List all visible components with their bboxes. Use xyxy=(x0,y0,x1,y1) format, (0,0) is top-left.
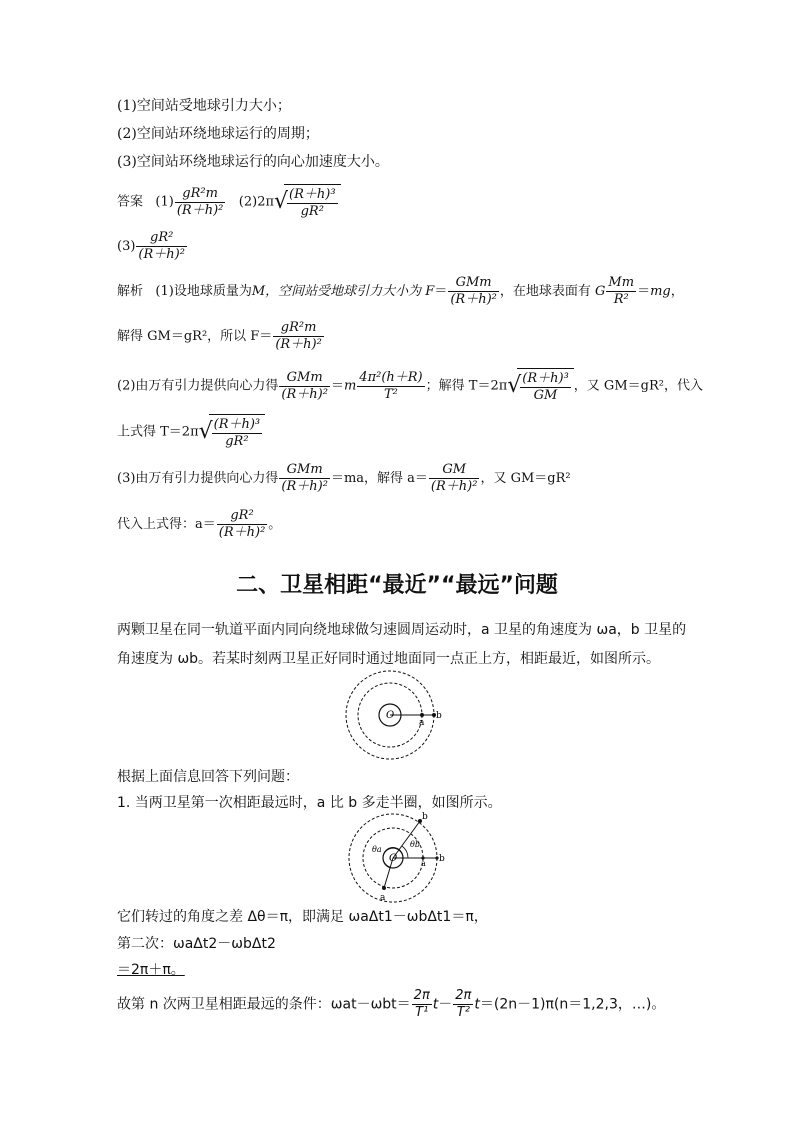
answer-label: 答案 xyxy=(117,194,144,210)
answer-part-3: (3) xyxy=(117,239,136,254)
analysis-line-5 xyxy=(117,462,571,495)
analysis-line-3: (2)由万有引力提供向心力得 $\frac{\text{GMm}}{\text{(R＋h)²}}$ ＝m $\frac{\text{4π²(h＋R)}}{\text{T²}}$ ；解得 T＝2π √ $\frac{\text{(R＋h)³}}{GM}$ ，又 GM＝gR²，代入 xyxy=(117,369,703,403)
angle-difference: 它们转过的角度之差 Δθ＝π，即满足 ωaΔt1－ωbΔt1＝π， xyxy=(117,909,488,925)
text: ；解得 T＝2π xyxy=(425,378,508,394)
answer-line xyxy=(117,184,341,220)
orbit-figure-2 xyxy=(348,812,448,904)
text: ，又 GM＝gR²，代入 xyxy=(573,378,703,394)
orbit-figure-1 xyxy=(345,670,445,762)
second-time: 第二次：ωaΔt2－ωbΔt2 xyxy=(117,936,276,952)
analysis-line-6: 代入上式得：a＝ $\frac{\text{gR²}}{\text{(R＋h)²}}$ 。 xyxy=(117,508,282,540)
section-intro: 两颗卫星在同一轨道平面内同向绕地球做匀速圆周运动时，a 卫星的角速度为 ωa，b 卫星的角速度为 ωb。若某时刻两卫星正好同时通过地面同一点正上方，相距最近，如图所示。 xyxy=(117,622,687,667)
fraction: $\frac{\text{gR²}}{\text{(R＋h)²}}$ xyxy=(138,230,185,262)
fraction: $\frac{\text{gR²m}}{\text{(R＋h)²}}$ xyxy=(275,320,322,352)
fraction: $\frac{\text{GMm}}{\text{(R＋h)²}}$ xyxy=(281,462,328,494)
question-1: (1)空间站受地球引力大小； xyxy=(117,98,291,114)
label-a: a xyxy=(421,859,426,868)
text: ＝ma，解得 a＝ xyxy=(330,471,428,486)
label-O: O xyxy=(386,710,395,721)
label-O: O xyxy=(389,853,398,864)
section-title: 二、卫星相距“最近”“最远”问题 xyxy=(236,573,558,598)
label-b: b xyxy=(436,711,442,721)
fraction: $\frac{\text{GMm}}{\text{(R＋h)²}}$ xyxy=(450,275,497,307)
second-time-value: ＝2π＋π。 xyxy=(117,962,185,978)
answer-part-1: (1) xyxy=(155,194,174,210)
analysis-line-4 xyxy=(117,414,265,450)
fraction: $\frac{2\pi}{\text{T²}}$ xyxy=(455,988,472,1020)
fraction: $\frac{GM}{\text{(R＋h)²}}$ xyxy=(430,462,478,494)
satellite-a xyxy=(382,886,386,890)
sqrt: √ $\frac{\text{(R＋h)³}}{\text{gR²}}$ xyxy=(274,184,341,220)
analysis-line-2 xyxy=(117,320,325,353)
question-3: (3)空间站环绕地球运行的向心加速度大小。 xyxy=(117,154,389,170)
analysis-line-1: 解析 (1)设地球质量为M，空间站受地球引力大小为 F＝ $\frac{\text{GMm}}{\text{(R＋h)²}}$ ，在地球表面有 G $\frac{Mm}{\text{R²}}$ ＝mg， xyxy=(117,275,684,307)
sqrt: √ $\frac{\text{(R＋h)³}}{GM}$ xyxy=(507,368,574,404)
text: 故第 n 次两卫星相距最远的条件：ωat－ωbt＝ xyxy=(117,996,411,1013)
text: (1)设地球质量为 xyxy=(155,284,252,299)
text: ，又 GM＝gR² xyxy=(480,471,571,486)
fraction: $\frac{\text{gR²}}{\text{(R＋h)²}}$ xyxy=(218,508,266,540)
fraction: $\frac{Mm}{\text{R²}}$ xyxy=(608,275,635,307)
label-b: b xyxy=(439,854,445,864)
text: (3)由万有引力提供向心力得 xyxy=(117,471,279,486)
satellite-a xyxy=(420,713,424,717)
item-1: 1. 当两卫星第一次相距最远时，a 比 b 多走半圈，如图所示。 xyxy=(117,795,502,811)
text: 上式得 T＝2π xyxy=(117,424,199,440)
nth-condition: 故第 n 次两卫星相距最远的条件：ωat－ωbt＝ $\frac{2\pi}{\text{T¹}}$ t－ $\frac{2\pi}{\text{T²}}$ t＝(2n－1)π(n＝1,2,3，…)。 xyxy=(117,988,666,1020)
analysis-label: 解析 xyxy=(117,284,144,299)
prompt: 根据上面信息回答下列问题： xyxy=(117,769,299,785)
label-a: a xyxy=(419,718,425,728)
text: ＝(2n－1)π(n＝1,2,3，…)。 xyxy=(479,996,666,1013)
fraction: $\frac{\text{4π²(h＋R)}}{\text{T²}}$ xyxy=(359,369,423,402)
answer-part-2: (2)2π xyxy=(238,194,275,210)
sqrt: √ $\frac{\text{(R＋h)³}}{\text{gR²}}$ xyxy=(199,414,266,450)
label-theta-b: θb xyxy=(410,840,420,849)
answer-line-3 xyxy=(117,230,188,263)
label-a-bottom: a xyxy=(380,893,386,903)
label-b-top: b xyxy=(422,812,428,822)
text: (2)由万有引力提供向心力得 xyxy=(117,378,279,394)
text: ，在地球表面有 xyxy=(499,284,591,299)
text: 解得 GM＝gR²，所以 F＝ xyxy=(117,329,273,344)
question-2: (2)空间站环绕地球运行的周期； xyxy=(117,126,319,142)
text: 代入上式得：a＝ xyxy=(117,517,216,532)
label-theta-a: θa xyxy=(372,845,382,854)
fraction: $\frac{2\pi}{\text{T¹}}$ xyxy=(413,988,430,1020)
fraction: $\frac{\text{gR²m}}{\text{(R＋h)²}}$ xyxy=(176,185,224,218)
text: M，空间站受地球引力大小为 xyxy=(251,284,422,299)
fraction: $\frac{\text{GMm}}{\text{(R＋h)²}}$ xyxy=(281,369,328,402)
